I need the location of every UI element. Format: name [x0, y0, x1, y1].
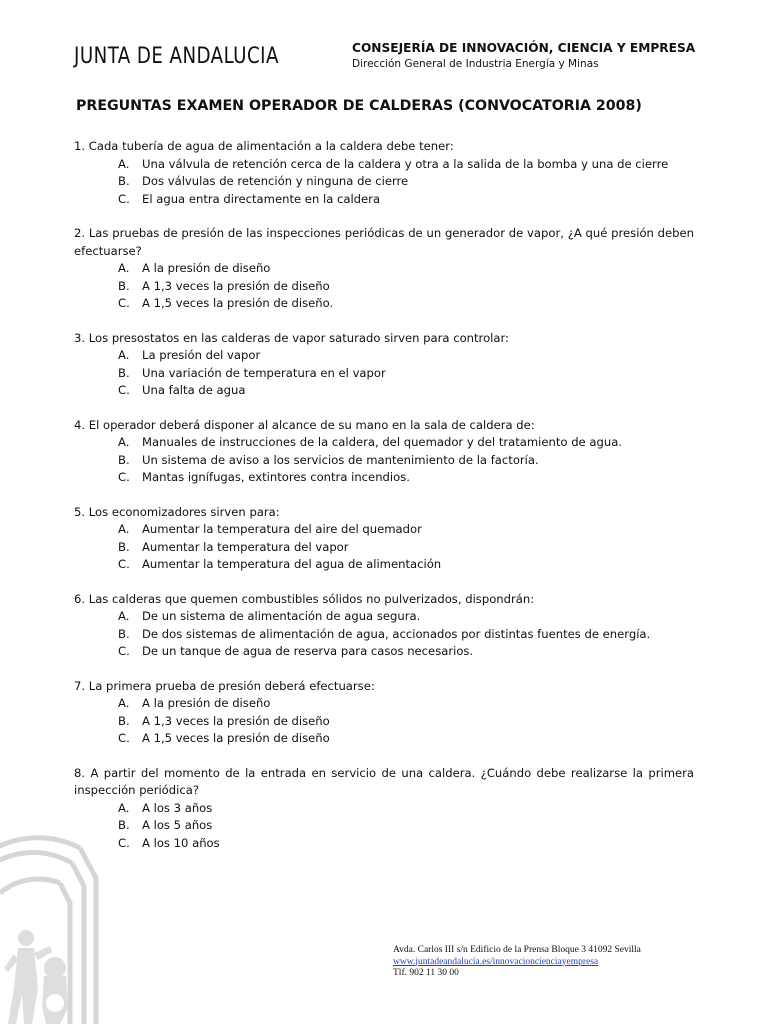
option-text: Manuales de instrucciones de la caldera, del quemador y del tratamiento de agua. — [142, 435, 622, 449]
option-text: A los 5 años — [142, 818, 213, 832]
option-letter: B. — [118, 365, 130, 380]
answer-option — [118, 278, 694, 296]
option-letter: A. — [118, 696, 130, 710]
option-text: De dos sistemas de alimentación de agua, accionados por distintas fuentes de energía. — [142, 626, 651, 641]
option-text: Aumentar la temperatura del vapor — [142, 539, 349, 554]
option-text: Una falta de agua — [142, 383, 246, 397]
answer-option — [118, 643, 694, 661]
option-text: Aumentar la temperatura del aire del quemador — [142, 522, 422, 536]
question-text: 1. Cada tubería de agua de alimentación a la caldera debe tener: — [74, 139, 454, 153]
answer-option — [118, 191, 694, 209]
brand-logo-text: JUNTA DE ANDALUCIA — [74, 44, 279, 69]
answer-option — [118, 556, 694, 574]
option-letter: B. — [118, 174, 130, 188]
option-letter: A. — [118, 261, 130, 275]
option-letter: A. — [118, 348, 130, 362]
answer-options — [118, 260, 694, 313]
question-item — [74, 417, 694, 487]
option-letter: A. — [118, 522, 130, 536]
question-spacer — [74, 748, 694, 765]
answer-options — [118, 156, 694, 209]
option-letter: B. — [118, 818, 130, 832]
answer-options — [118, 608, 694, 661]
answer-option — [118, 521, 694, 539]
option-letter: C. — [118, 731, 130, 745]
question-text: 5. Los economizadores sirven para: — [74, 504, 280, 519]
answer-option — [118, 695, 694, 713]
footer-website-link[interactable]: www.juntadeandalucia.es/innovacioncienciayempresa — [393, 956, 599, 967]
option-text: La presión del vapor — [142, 348, 261, 362]
option-letter: A. — [118, 156, 130, 171]
option-letter: B. — [118, 713, 130, 728]
directorate-name: Dirección General de Industria Energía y Minas — [352, 58, 599, 70]
question-text: 2. Las pruebas de presión de las inspecciones periódicas de un generador de vapor, ¿A qué presión deben efectuarse? — [74, 226, 694, 258]
option-text: De un sistema de alimentación de agua segura. — [142, 609, 421, 623]
question-text: 4. El operador deberá disponer al alcance de su mano en la sala de caldera de: — [74, 417, 535, 432]
answer-option — [118, 730, 694, 748]
question-item — [74, 678, 694, 748]
option-letter: A. — [118, 609, 130, 623]
answer-option — [118, 347, 694, 365]
answer-option — [118, 365, 694, 383]
option-text: A la presión de diseño — [142, 261, 271, 275]
option-text: El agua entra directamente en la caldera — [142, 191, 381, 206]
question-text: 3. Los presostatos en las calderas de vapor saturado sirven para controlar: — [74, 330, 509, 345]
option-text: Dos válvulas de retención y ninguna de cierre — [142, 174, 409, 188]
question-spacer — [74, 208, 694, 225]
option-letter: C. — [118, 470, 130, 484]
option-letter: B. — [118, 626, 130, 641]
answer-option — [118, 713, 694, 731]
answer-option — [118, 434, 694, 452]
question-item — [74, 330, 694, 400]
department-name: CONSEJERÍA DE INNOVACIÓN, CIENCIA Y EMPRESA — [352, 41, 696, 55]
question-spacer — [74, 487, 694, 504]
question-spacer — [74, 661, 694, 678]
question-item — [74, 225, 694, 313]
option-text: A 1,5 veces la presión de diseño. — [142, 296, 334, 310]
answer-option — [118, 156, 694, 174]
option-text: A los 10 años — [142, 835, 220, 850]
option-letter: A. — [118, 435, 130, 449]
option-letter: B. — [118, 539, 130, 554]
question-item — [74, 591, 694, 661]
answer-options — [118, 347, 694, 400]
option-text: De un tanque de agua de reserva para casos necesarios. — [142, 644, 474, 658]
answer-options — [118, 434, 694, 487]
footer-contact — [393, 945, 641, 980]
answer-options — [118, 800, 694, 853]
option-letter: B. — [118, 278, 130, 293]
question-item — [74, 765, 694, 853]
answer-option — [118, 817, 694, 835]
option-text: A la presión de diseño — [142, 696, 271, 710]
answer-option — [118, 835, 694, 853]
option-text: A 1,5 veces la presión de diseño — [142, 731, 330, 745]
option-text: Una variación de temperatura en el vapor — [142, 365, 386, 380]
answer-option — [118, 539, 694, 557]
option-letter: C. — [118, 644, 130, 658]
answer-options — [118, 695, 694, 748]
question-text: 6. Las calderas que quemen combustibles sólidos no pulverizados, dispondrán: — [74, 591, 535, 606]
option-letter: A. — [118, 800, 130, 815]
option-letter: C. — [118, 383, 130, 397]
answer-option — [118, 260, 694, 278]
question-list — [74, 138, 694, 852]
question-text: 7. La primera prueba de presión deberá efectuarse: — [74, 678, 375, 693]
footer-address: Avda. Carlos III s/n Edificio de la Prensa Bloque 3 41092 Sevilla — [393, 945, 641, 955]
option-letter: C. — [118, 835, 130, 850]
option-letter: C. — [118, 557, 130, 571]
option-text: Una válvula de retención cerca de la caldera y otra a la salida de la bomba y una de cierre — [142, 156, 669, 171]
answer-option — [118, 295, 694, 313]
answer-option — [118, 173, 694, 191]
option-text: A 1,3 veces la presión de diseño — [142, 278, 330, 293]
question-spacer — [74, 400, 694, 417]
option-text: Aumentar la temperatura del agua de alimentación — [142, 557, 442, 571]
answer-option — [118, 608, 694, 626]
footer-phone: Tlf. 902 11 30 00 — [393, 968, 459, 978]
question-item — [74, 138, 694, 208]
answer-option — [118, 382, 694, 400]
option-text: Un sistema de aviso a los servicios de mantenimiento de la factoría. — [142, 452, 539, 467]
option-text: Mantas ignífugas, extintores contra incendios. — [142, 470, 410, 484]
question-text: 8. A partir del momento de la entrada en servicio de una caldera. ¿Cuándo debe realizarse la primera inspección periódica? — [74, 765, 694, 797]
question-item — [74, 504, 694, 574]
question-spacer — [74, 313, 694, 330]
option-letter: C. — [118, 191, 130, 206]
option-letter: B. — [118, 452, 130, 467]
answer-options — [118, 521, 694, 574]
answer-option — [118, 452, 694, 470]
answer-option — [118, 626, 694, 644]
answer-option — [118, 800, 694, 818]
answer-option — [118, 469, 694, 487]
option-text: A 1,3 veces la presión de diseño — [142, 713, 330, 728]
question-spacer — [74, 574, 694, 591]
exam-title: PREGUNTAS EXAMEN OPERADOR DE CALDERAS (CONVOCATORIA 2008) — [76, 98, 642, 114]
option-text: A los 3 años — [142, 800, 213, 815]
option-letter: C. — [118, 296, 130, 310]
